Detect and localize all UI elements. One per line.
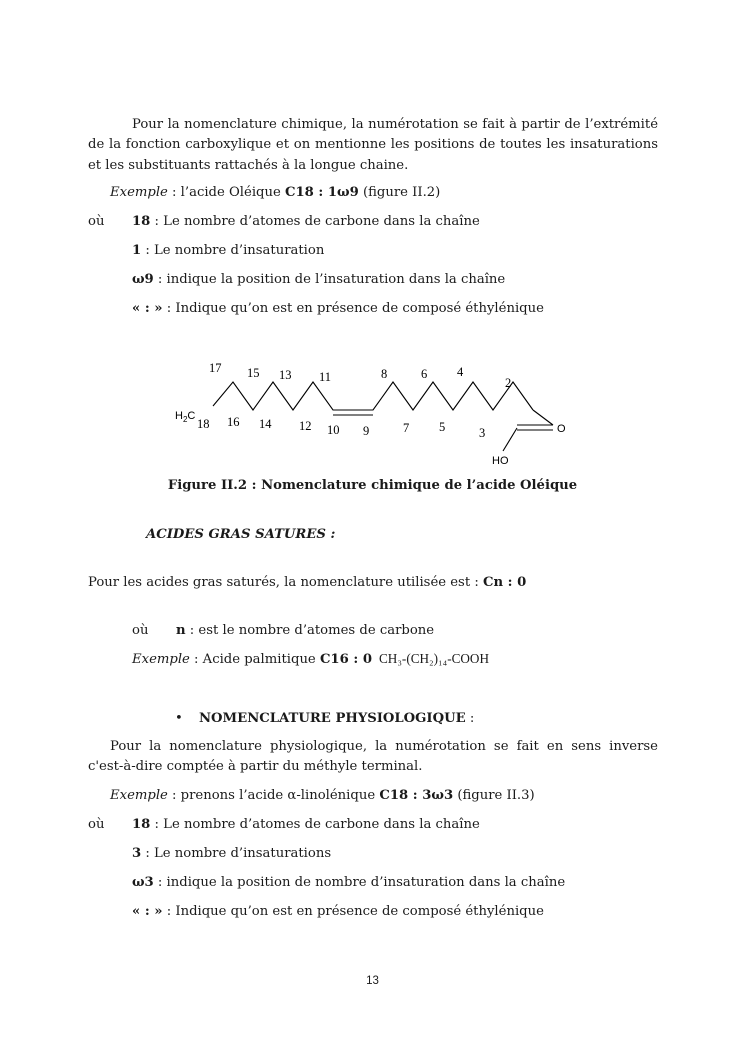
methyl-group: $H_2C$	[175, 410, 196, 424]
caption-prefix: Figure II.2	[167, 478, 248, 493]
saturated-intro-text: Pour les acides gras saturés, la nomenclature utilisée est :	[88, 575, 483, 590]
definition-item	[132, 298, 652, 319]
hydroxyl-bond	[503, 428, 517, 451]
carbon-number-7: 7	[403, 421, 410, 435]
carbon-number-4: 4	[457, 365, 464, 379]
carbon-number-2: 2	[505, 376, 512, 390]
definition-text: : indique la position de l’insaturation dans la chaîne	[153, 272, 506, 287]
definition-text: : Le nombre d’insaturations	[141, 846, 332, 861]
saturated-example	[132, 648, 652, 670]
example-label: Exemple	[132, 652, 190, 667]
example-ref: (figure II.2)	[358, 185, 441, 200]
definition-key: 18	[132, 817, 151, 832]
page-number: 13	[366, 975, 379, 987]
definition-text: : Le nombre d’atomes de carbone dans la chaîne	[150, 214, 480, 229]
definition-item	[132, 269, 652, 290]
example-label: Exemple	[110, 788, 168, 803]
carbon-number-8: 8	[381, 367, 388, 381]
bottom-carbon-numbers	[197, 415, 485, 440]
physio-heading: NOMENCLATURE PHYSIOLOGIQUE	[199, 711, 466, 726]
bond-c2-c1	[533, 410, 553, 425]
definition-item	[132, 843, 652, 864]
physio-paragraph: Pour la nomenclature physiologique, la numérotation se fait en sens inverse c'est-à-dire comptée à partir du méthyle terminal.	[88, 739, 658, 775]
carbon-number-11: 11	[319, 370, 332, 384]
definition-key: 1	[132, 243, 142, 258]
hydroxyl-group: HO	[492, 455, 509, 467]
bullet-icon: •	[175, 711, 183, 726]
top-carbon-numbers	[209, 361, 511, 390]
n-key: n	[176, 623, 186, 638]
intro-paragraph: Pour la nomenclature chimique, la numérotation se fait à partir de l’extrémité de la fonction carboxylique et on mentionne les positions de toutes les insaturations et les substituants rattachés à la longue chaine.	[88, 117, 658, 173]
caption-text: : Nomenclature chimique de l’acide Oléique	[247, 478, 578, 493]
definition-item	[132, 814, 652, 835]
carbon-number-15: 15	[247, 366, 260, 380]
definition-key: « : »	[132, 301, 163, 316]
carbon-number-13: 13	[279, 368, 292, 382]
example-label: Exemple	[110, 185, 168, 200]
example-text: : Acide palmitique	[189, 652, 320, 667]
physio-example-line	[88, 785, 658, 806]
n-text: : est le nombre d’atomes de carbone	[185, 623, 435, 638]
definition-text: : Indique qu’on est en présence de composé éthylénique	[162, 301, 544, 316]
definition-key: 3	[132, 846, 142, 861]
definition-key: 18	[132, 214, 151, 229]
carbon-chain	[213, 382, 533, 410]
carbon-number-18: 18	[197, 417, 210, 431]
definition-key: ω9	[132, 272, 154, 287]
definition-key: « : »	[132, 904, 163, 919]
definition-text: : indique la position de nombre d’insaturation dans la chaîne	[153, 875, 566, 890]
carbon-number-12: 12	[299, 419, 312, 433]
example-sep: : l’acide Oléique	[167, 185, 285, 200]
palmitic-formula: CH₃-(CH₂)₁₄-COOH	[379, 651, 489, 666]
figure-caption	[0, 478, 745, 493]
definition-item	[132, 240, 652, 261]
ou-label: où	[132, 623, 149, 638]
definition-item	[132, 872, 652, 893]
methyl-label: C	[187, 410, 196, 422]
definition-text: : Le nombre d’insaturation	[141, 243, 325, 258]
saturated-heading: ACIDES GRAS SATURES :	[146, 527, 336, 542]
definition-text: : Le nombre d’atomes de carbone dans la chaîne	[150, 817, 480, 832]
carbon-number-5: 5	[439, 420, 446, 434]
example-code: C18 : 3ω3	[379, 788, 454, 803]
ou-label: où	[88, 817, 105, 832]
definition-item	[132, 901, 652, 922]
carbon-number-6: 6	[421, 367, 428, 381]
example-ref: (figure II.3)	[453, 788, 535, 803]
saturated-intro	[88, 572, 658, 593]
carbon-number-3: 3	[479, 426, 486, 440]
definition-text: : Indique qu’on est en présence de composé éthylénique	[162, 904, 544, 919]
carbon-number-10: 10	[327, 423, 340, 437]
intro-example-line	[88, 182, 658, 203]
example-code: C16 : 0	[319, 652, 373, 667]
n-definition	[176, 620, 745, 641]
ou-label: où	[88, 214, 105, 229]
definition-item	[132, 211, 652, 232]
carbon-number-14: 14	[259, 417, 272, 431]
carbon-number-17: 17	[209, 361, 222, 375]
definition-key: ω3	[132, 875, 154, 890]
carbon-number-9: 9	[363, 424, 370, 438]
carbon-number-16: 16	[227, 415, 240, 429]
physio-heading-suffix: :	[465, 711, 475, 726]
saturated-intro-code: Cn : 0	[482, 575, 527, 590]
example-text: : prenons l’acide α-linolénique	[167, 788, 380, 803]
example-code: C18 : 1ω9	[284, 185, 359, 200]
oleic-acid-structure	[165, 358, 585, 470]
physio-heading-line	[199, 708, 745, 729]
oxygen-atom: O	[557, 423, 566, 435]
